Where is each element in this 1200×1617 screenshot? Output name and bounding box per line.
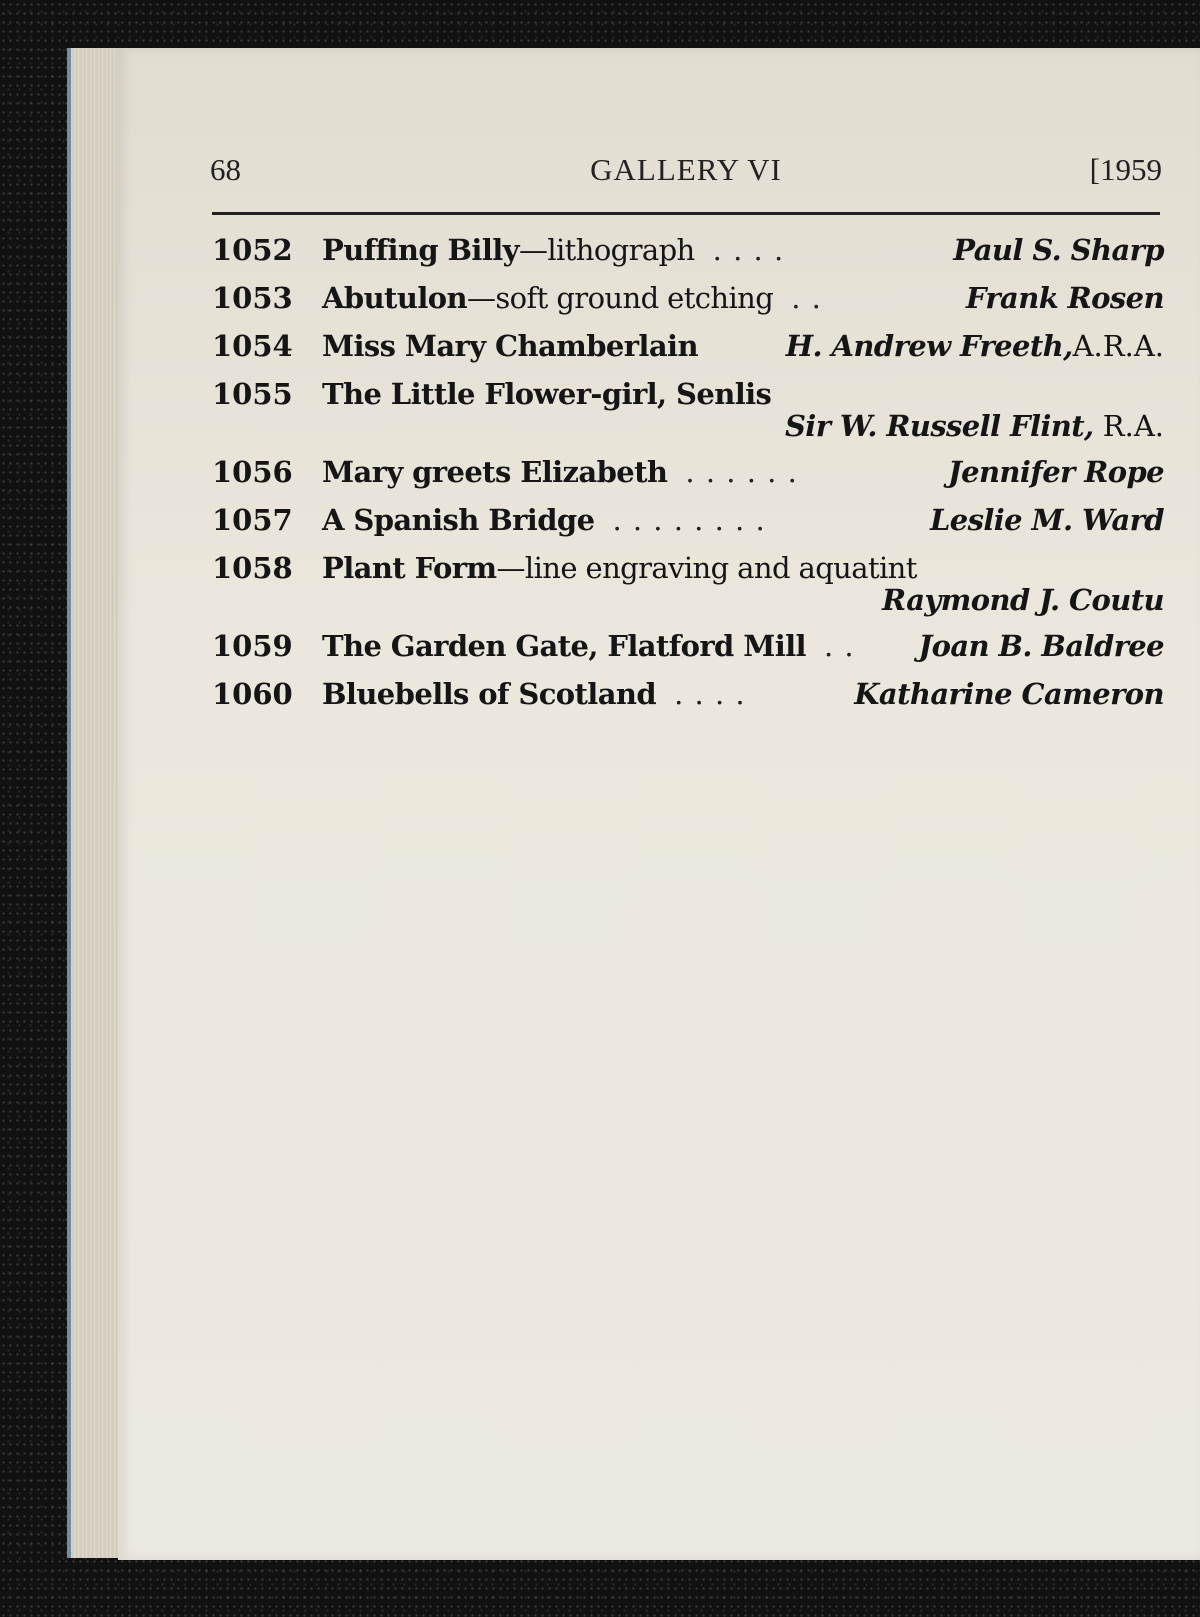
running-title: GALLERY VI xyxy=(590,152,782,187)
entry-title-main: Plant Form xyxy=(322,551,497,585)
entry-number: 1057 xyxy=(212,503,293,537)
dot-leader: . . xyxy=(791,281,822,315)
entry-number: 1052 xyxy=(212,233,293,267)
page-header xyxy=(210,152,1162,202)
header-rule xyxy=(212,212,1160,215)
entry-title-medium: —lithograph xyxy=(518,233,695,267)
dot-leader: . . . . xyxy=(674,677,746,711)
entry-number: 1055 xyxy=(212,377,293,411)
entry-artist: Raymond J. Coutu xyxy=(882,583,1164,617)
entry-title: Miss Mary Chamberlain xyxy=(322,329,698,363)
catalogue-list xyxy=(212,226,1164,718)
catalogue-entry-1059 xyxy=(212,622,1164,670)
entry-number: 1059 xyxy=(212,629,293,663)
catalogue-entry-1054 xyxy=(212,322,1164,370)
entry-title: Mary greets Elizabeth xyxy=(322,455,668,489)
entry-title-medium: —line engraving and aquatint xyxy=(496,551,917,585)
artist-distinction: A.R.A. xyxy=(1072,329,1164,363)
entry-number: 1060 xyxy=(212,677,293,711)
entry-artist: Jennifer Rope xyxy=(947,455,1164,489)
catalogue-entry-1053 xyxy=(212,274,1164,322)
entry-artist: H. Andrew Freeth, xyxy=(785,329,1073,363)
entry-title: Bluebells of Scotland xyxy=(322,677,657,711)
entry-title-main: Abutulon xyxy=(322,281,467,315)
entry-artist: Paul S. Sharp xyxy=(953,233,1164,267)
entry-artist: Katharine Cameron xyxy=(854,677,1164,711)
catalogue-entry-1057 xyxy=(212,496,1164,544)
entry-title: The Garden Gate, Flatford Mill xyxy=(322,629,806,663)
artist-distinction: R.A. xyxy=(1093,409,1164,443)
entry-title xyxy=(322,274,773,322)
entry-title-main: Puffing Billy xyxy=(322,233,519,267)
catalogue-entry-1060 xyxy=(212,670,1164,718)
catalogue-entry-1052 xyxy=(212,226,1164,274)
entry-title: A Spanish Bridge xyxy=(322,503,595,537)
entry-number: 1053 xyxy=(212,281,293,315)
entry-artist: Leslie M. Ward xyxy=(929,503,1164,537)
dot-leader: . . . . . . xyxy=(685,455,798,489)
year-mark: [1959 xyxy=(1089,152,1162,187)
dot-leader: . . . . xyxy=(712,233,785,267)
entry-artist: Joan B. Baldree xyxy=(918,629,1164,663)
page-number: 68 xyxy=(210,152,241,187)
entry-artist: Sir W. Russell Flint, xyxy=(784,409,1094,443)
catalogue-entry-1056 xyxy=(212,448,1164,496)
entry-number: 1058 xyxy=(212,551,293,585)
entry-artist: Frank Rosen xyxy=(965,281,1164,315)
dot-leader: . . . . . . . . xyxy=(612,503,766,537)
entry-number: 1054 xyxy=(212,329,293,363)
entry-title xyxy=(322,226,695,274)
entry-title: The Little Flower-girl, Senlis xyxy=(322,377,772,411)
entry-title xyxy=(322,544,917,592)
dot-leader: . . xyxy=(823,629,855,663)
entry-number: 1056 xyxy=(212,455,293,489)
entry-title-medium: —soft ground etching xyxy=(467,281,774,315)
